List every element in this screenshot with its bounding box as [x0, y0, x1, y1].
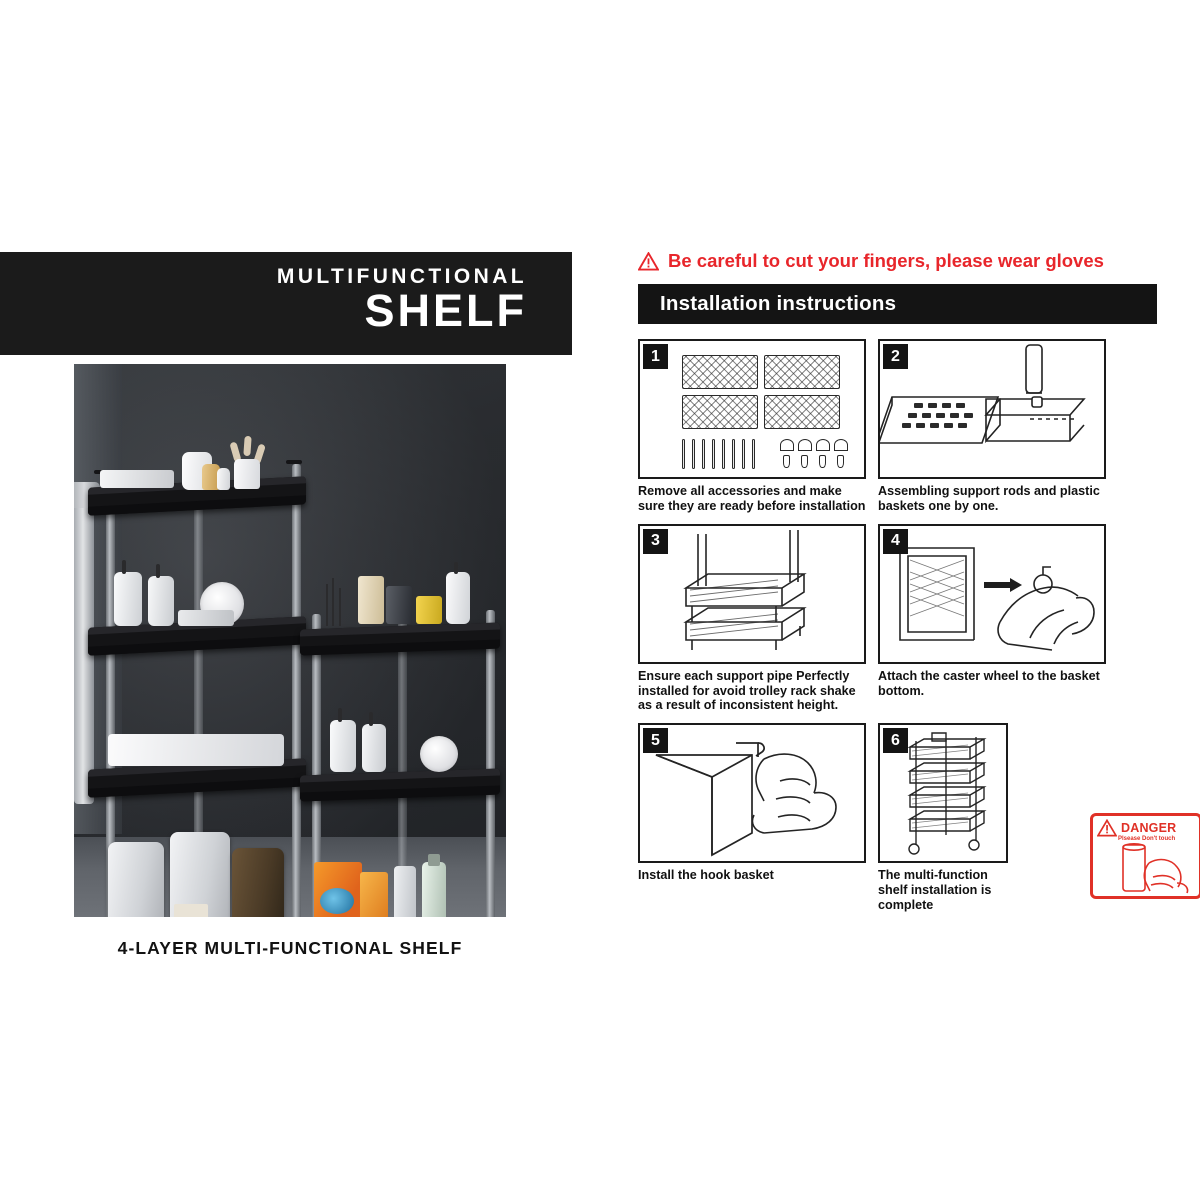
support-rod-icon	[702, 439, 705, 469]
brush-handle	[326, 584, 328, 626]
step-5-lineart	[640, 725, 864, 861]
hook-icon	[798, 439, 812, 451]
small-white-bottle	[217, 468, 230, 490]
step-1-figure	[638, 339, 866, 479]
step-5-number: 5	[643, 728, 668, 753]
pump-head	[369, 712, 373, 726]
step-1-caption: Remove all accessories and make sure they are ready before installation	[638, 484, 866, 513]
left-panel	[0, 252, 580, 959]
rolled-towel	[420, 736, 458, 772]
white-vase	[234, 459, 260, 489]
detergent-jug	[108, 842, 164, 917]
pump-head	[338, 708, 342, 722]
pump-head	[122, 560, 126, 574]
basket-part-icon	[764, 355, 840, 389]
right-panel	[638, 250, 1194, 923]
jug-label	[174, 904, 208, 917]
trolley2-post-right	[486, 610, 495, 917]
pump-head	[156, 564, 160, 578]
detergent-jug-dark	[232, 848, 284, 917]
step-3-figure	[638, 524, 866, 664]
steps-row-2	[638, 524, 1166, 724]
screw-icon	[819, 455, 826, 468]
green-bottle-cap	[428, 854, 440, 866]
basket-part-icon	[682, 355, 758, 389]
product-photo-wrap	[74, 364, 580, 917]
folded-towel	[178, 610, 234, 626]
step-2-figure	[878, 339, 1106, 479]
basket-part-icon	[764, 395, 840, 429]
product-photo	[74, 364, 506, 917]
snack-pack-blue	[320, 888, 354, 914]
instructions-banner	[638, 284, 1157, 324]
support-rod-icon	[682, 439, 685, 469]
brush-handle	[332, 578, 334, 626]
step-2-caption: Assembling support rods and plastic baskets one by one.	[878, 484, 1100, 513]
instructions-heading: Installation instructions	[660, 292, 897, 315]
soap-dispenser	[148, 576, 174, 626]
support-rod-icon	[752, 439, 755, 469]
warning-triangle-icon	[638, 252, 659, 271]
snack-pack-orange-2	[360, 872, 388, 917]
step-4-caption: Attach the caster wheel to the basket bottom.	[878, 668, 1100, 698]
step-6-caption: The multi-function shelf installation is complete	[878, 868, 992, 913]
steps-row-3	[638, 723, 1177, 923]
soap-dispenser	[362, 724, 386, 772]
hook-icon	[816, 439, 830, 451]
step-4-figure	[878, 524, 1106, 664]
title-line-2: SHELF	[364, 285, 527, 336]
steps-row-1	[638, 339, 1166, 524]
step-3	[638, 524, 866, 724]
title-line-1: MULTIFUNCTIONAL	[276, 265, 527, 288]
step-4	[878, 524, 1106, 724]
white-lotion-bottle	[446, 572, 470, 624]
steps-grid	[638, 339, 1177, 923]
pump-head	[454, 562, 458, 574]
danger-triangle-icon	[1097, 819, 1117, 837]
trolley-post-right	[292, 464, 301, 917]
step-2-number: 2	[883, 344, 908, 369]
step-1	[638, 339, 866, 524]
step-6-figure	[878, 723, 1008, 863]
step-3-lineart	[640, 526, 864, 662]
spray-bottle	[394, 866, 416, 917]
finger-warning-text: Be careful to cut your fingers, please wear gloves	[668, 250, 1104, 271]
danger-hand-pipe-icon	[1093, 843, 1199, 897]
basket-part-icon	[682, 395, 758, 429]
danger-title: DANGER	[1121, 820, 1177, 835]
support-rod-icon	[722, 439, 725, 469]
step-1-number: 1	[643, 344, 668, 369]
trolley-handle-right	[286, 460, 302, 464]
green-bottle	[422, 862, 446, 917]
step-3-caption: Ensure each support pipe Perfectly installed for avoid trolley rack shake as a result of inconsistent height.	[638, 668, 856, 713]
soap-dispenser	[114, 572, 142, 626]
danger-header	[1093, 816, 1199, 837]
photo-caption: 4-LAYER MULTI-FUNCTIONAL SHELF	[117, 938, 463, 958]
title-banner	[0, 252, 572, 355]
cream-box	[358, 576, 384, 624]
hook-icon	[780, 439, 794, 451]
screw-icon	[783, 455, 790, 468]
brush-handle	[339, 588, 341, 626]
screw-icon	[837, 455, 844, 468]
finger-warning	[638, 250, 1194, 272]
decor-flower	[243, 436, 251, 456]
soap-dispenser	[330, 720, 356, 772]
screw-icon	[801, 455, 808, 468]
step-4-lineart	[880, 526, 1104, 662]
step-5-caption: Install the hook basket	[638, 868, 774, 883]
step-5-figure	[638, 723, 866, 863]
white-tray-box	[100, 470, 174, 488]
support-rod-icon	[742, 439, 745, 469]
step-5	[638, 723, 866, 923]
hook-icon	[834, 439, 848, 451]
yellow-pack	[416, 596, 442, 624]
danger-label	[1090, 813, 1200, 899]
step-6	[878, 723, 1177, 923]
step-4-number: 4	[883, 529, 908, 554]
black-box	[386, 586, 412, 624]
step-2	[878, 339, 1106, 524]
step-3-number: 3	[643, 529, 668, 554]
folded-towels	[108, 734, 284, 766]
support-rod-icon	[692, 439, 695, 469]
support-rod-icon	[732, 439, 735, 469]
support-rod-icon	[712, 439, 715, 469]
danger-subtitle: Plsease Don't touch	[1118, 835, 1176, 842]
step-2-lineart	[880, 341, 1104, 477]
step-6-number: 6	[883, 728, 908, 753]
